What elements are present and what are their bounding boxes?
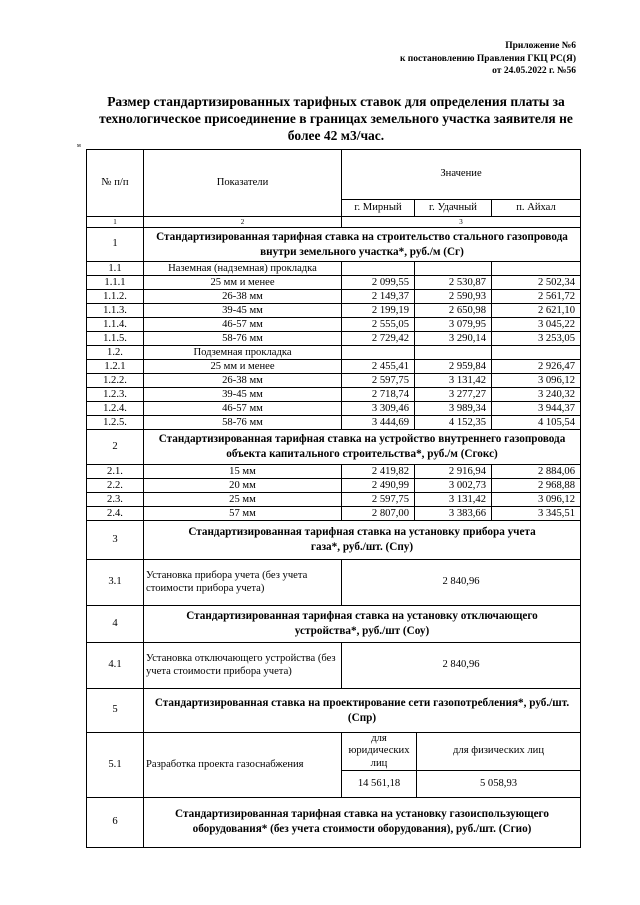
row-label: 15 мм xyxy=(144,465,342,479)
row-num: 2.3. xyxy=(87,493,144,507)
row-label: Установка отключающего устройства (без учета стоимости прибора учета) xyxy=(144,643,342,689)
corner-mark: м xyxy=(77,143,81,149)
value-mirny: 2 597,75 xyxy=(342,374,415,388)
value-udachny: 2 916,94 xyxy=(415,465,492,479)
value-udachny: 4 152,35 xyxy=(415,416,492,430)
row-label: 20 мм xyxy=(144,479,342,493)
section-row xyxy=(87,228,581,262)
location-udachny: г. Удачный xyxy=(415,200,492,217)
value-udachny: 3 131,42 xyxy=(415,374,492,388)
value-aikhal: 3 096,12 xyxy=(492,493,581,507)
value-udachny: 2 959,84 xyxy=(415,360,492,374)
row-value: 2 840,96 xyxy=(342,643,581,689)
row-label: 58-76 мм xyxy=(144,416,342,430)
value-udachny: 3 131,42 xyxy=(415,493,492,507)
table-row xyxy=(87,560,581,606)
table-row xyxy=(87,402,581,416)
row-num: 3.1 xyxy=(87,560,144,606)
value-mirny: 2 597,75 xyxy=(342,493,415,507)
subheader-label: Подземная прокладка xyxy=(144,346,342,360)
row-label: 26-38 мм xyxy=(144,374,342,388)
row-num: 1.2.3. xyxy=(87,388,144,402)
subheader-row xyxy=(87,262,581,276)
subheader-label: Наземная (надземная) прокладка xyxy=(144,262,342,276)
section-num: 6 xyxy=(87,797,144,847)
index-cell: 3 xyxy=(342,217,581,228)
legal-entities-header: для юридических лиц xyxy=(342,733,417,771)
row-num: 5.1 xyxy=(87,733,144,798)
value-udachny: 2 590,93 xyxy=(415,290,492,304)
row-num: 1.1.4. xyxy=(87,318,144,332)
row-num: 1.1.1 xyxy=(87,276,144,290)
row-num: 1.1.2. xyxy=(87,290,144,304)
section-num: 3 xyxy=(87,521,144,560)
row-num: 1.2.5. xyxy=(87,416,144,430)
section-title: Стандартизированная тарифная ставка на установку прибора учета газа*, руб./шт. (Спу) xyxy=(144,521,581,560)
value-aikhal: 2 621,10 xyxy=(492,304,581,318)
section-title: Стандартизированная тарифная ставка на строительство стального газопровода внутри земельного участка*, руб./м (Сг) xyxy=(144,228,581,262)
subheader-num: 1.1 xyxy=(87,262,144,276)
value-udachny: 3 002,73 xyxy=(415,479,492,493)
row-label: 25 мм и менее xyxy=(144,360,342,374)
table-header-row xyxy=(87,150,581,200)
section-title: Стандартизированная тарифная ставка на установку газоиспользующего оборудования* (без учета стоимости оборудования), руб./шт. (Сгио) xyxy=(144,797,581,847)
annex-reference xyxy=(400,40,576,78)
header-num: № п/п xyxy=(87,150,144,217)
table-row xyxy=(87,643,581,689)
group-2 xyxy=(87,465,581,521)
annex-date: от 24.05.2022 г. №56 xyxy=(492,66,576,76)
table-row xyxy=(87,416,581,430)
value-udachny: 3 277,27 xyxy=(415,388,492,402)
value-aikhal: 2 926,47 xyxy=(492,360,581,374)
section-num: 4 xyxy=(87,606,144,643)
value-aikhal: 2 502,34 xyxy=(492,276,581,290)
section-title: Стандартизированная тарифная ставка на установку отключающего устройства*, руб./шт (Соу) xyxy=(144,606,581,643)
row-num: 1.2.2. xyxy=(87,374,144,388)
value-mirny: 2 419,82 xyxy=(342,465,415,479)
index-cell: 1 xyxy=(87,217,144,228)
individuals-value: 5 058,93 xyxy=(417,770,581,797)
annex-decree: к постановлению Правления ГКЦ РС(Я) xyxy=(399,53,576,64)
row-num: 1.2.1 xyxy=(87,360,144,374)
table-row xyxy=(87,507,581,521)
value-mirny: 2 490,99 xyxy=(342,479,415,493)
header-value: Значение xyxy=(342,150,581,200)
section-num: 2 xyxy=(87,430,144,465)
row-num: 2.1. xyxy=(87,465,144,479)
value-mirny: 2 807,00 xyxy=(342,507,415,521)
row-label: 57 мм xyxy=(144,507,342,521)
section-row xyxy=(87,606,581,643)
value-mirny: 2 729,42 xyxy=(342,332,415,346)
table-row xyxy=(87,276,581,290)
row-label: 58-76 мм xyxy=(144,332,342,346)
table-row xyxy=(87,318,581,332)
row-label: Разработка проекта газоснабжения xyxy=(144,733,342,798)
value-udachny: 2 530,87 xyxy=(415,276,492,290)
section-num: 1 xyxy=(87,228,144,262)
tariff-table xyxy=(86,149,581,848)
section-title: Стандартизированная тарифная ставка на устройство внутреннего газопровода объекта капитального строительства*, руб./м (Сгокс) xyxy=(144,430,581,465)
value-aikhal: 3 240,32 xyxy=(492,388,581,402)
row-label: 39-45 мм xyxy=(144,304,342,318)
value-mirny: 2 455,41 xyxy=(342,360,415,374)
header-indicators: Показатели xyxy=(144,150,342,217)
table-row xyxy=(87,479,581,493)
value-mirny: 3 309,46 xyxy=(342,402,415,416)
table-row xyxy=(87,332,581,346)
table-row xyxy=(87,304,581,318)
value-aikhal: 3 345,51 xyxy=(492,507,581,521)
row-label: 25 мм xyxy=(144,493,342,507)
row-label: Установка прибора учета (без учета стоимости прибора учета) xyxy=(144,560,342,606)
index-cell: 2 xyxy=(144,217,342,228)
value-udachny: 3 290,14 xyxy=(415,332,492,346)
row-num: 2.2. xyxy=(87,479,144,493)
row-label: 46-57 мм xyxy=(144,402,342,416)
annex-number: Приложение №6 xyxy=(505,41,576,51)
table-row xyxy=(87,465,581,479)
value-aikhal: 2 884,06 xyxy=(492,465,581,479)
value-udachny: 3 383,66 xyxy=(415,507,492,521)
section-row xyxy=(87,689,581,733)
group-1-1 xyxy=(87,276,581,346)
table-index-row xyxy=(87,217,581,228)
value-aikhal: 3 253,05 xyxy=(492,332,581,346)
value-udachny: 3 079,95 xyxy=(415,318,492,332)
value-mirny: 2 718,74 xyxy=(342,388,415,402)
value-mirny: 2 099,55 xyxy=(342,276,415,290)
value-aikhal: 3 096,12 xyxy=(492,374,581,388)
location-aikhal: п. Айхал xyxy=(492,200,581,217)
row-label: 26-38 мм xyxy=(144,290,342,304)
table-row xyxy=(87,733,581,771)
table-row xyxy=(87,374,581,388)
row-num: 1.1.3. xyxy=(87,304,144,318)
legal-entities-value: 14 561,18 xyxy=(342,770,417,797)
row-num: 1.2.4. xyxy=(87,402,144,416)
value-mirny: 3 444,69 xyxy=(342,416,415,430)
row-num: 1.1.5. xyxy=(87,332,144,346)
value-udachny: 3 989,34 xyxy=(415,402,492,416)
individuals-header: для физических лиц xyxy=(417,733,581,771)
row-num: 4.1 xyxy=(87,643,144,689)
value-aikhal: 2 561,72 xyxy=(492,290,581,304)
subheader-row xyxy=(87,346,581,360)
table-row xyxy=(87,290,581,304)
section-row xyxy=(87,797,581,847)
value-aikhal: 2 968,88 xyxy=(492,479,581,493)
value-mirny: 2 199,19 xyxy=(342,304,415,318)
value-mirny: 2 555,05 xyxy=(342,318,415,332)
section-title: Стандартизированная ставка на проектирование сети газопотребления*, руб./шт. (Спр) xyxy=(144,689,581,733)
location-mirny: г. Мирный xyxy=(342,200,415,217)
row-num: 2.4. xyxy=(87,507,144,521)
table-row xyxy=(87,493,581,507)
table-row xyxy=(87,360,581,374)
value-udachny: 2 650,98 xyxy=(415,304,492,318)
group-1-2 xyxy=(87,360,581,430)
value-aikhal: 3 045,22 xyxy=(492,318,581,332)
value-mirny: 2 149,37 xyxy=(342,290,415,304)
table-row xyxy=(87,388,581,402)
section-row xyxy=(87,430,581,465)
document-title: Размер стандартизированных тарифных ставок для определения платы за технологическое присоединение в границах земельного участка заявителя не более 42 м3/час. xyxy=(99,94,573,143)
section-num: 5 xyxy=(87,689,144,733)
value-aikhal: 3 944,37 xyxy=(492,402,581,416)
subheader-num: 1.2. xyxy=(87,346,144,360)
value-aikhal: 4 105,54 xyxy=(492,416,581,430)
section-row xyxy=(87,521,581,560)
row-label: 46-57 мм xyxy=(144,318,342,332)
row-label: 25 мм и менее xyxy=(144,276,342,290)
row-label: 39-45 мм xyxy=(144,388,342,402)
row-value: 2 840,96 xyxy=(342,560,581,606)
